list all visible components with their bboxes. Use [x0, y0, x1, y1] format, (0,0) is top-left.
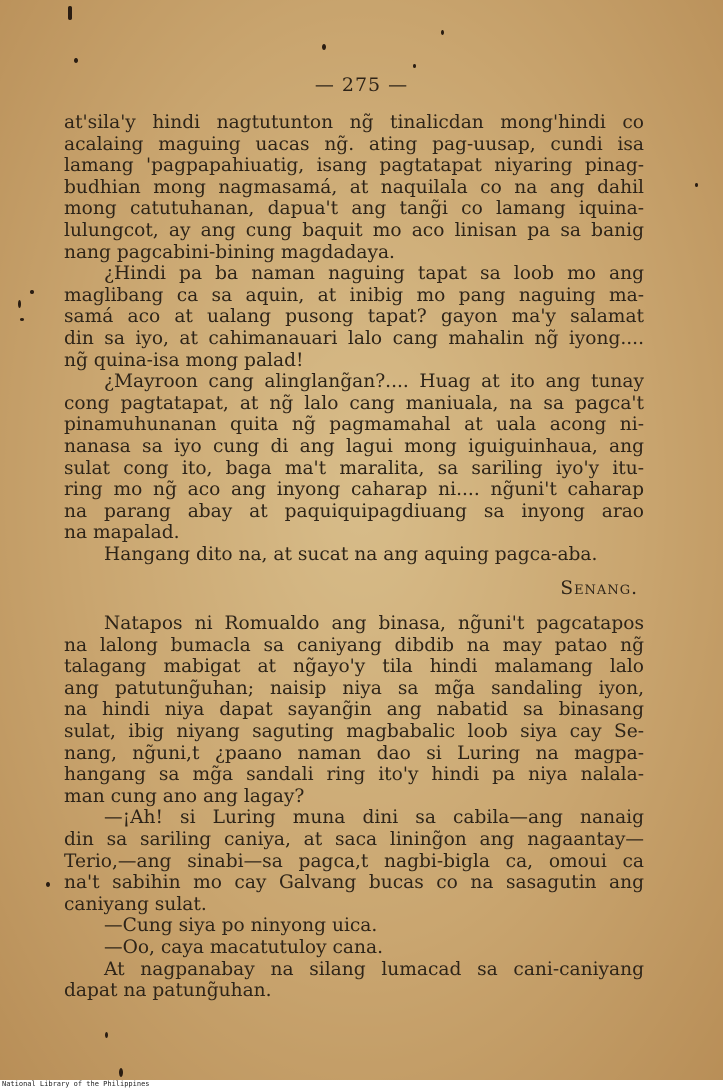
paragraph — [64, 807, 644, 915]
text-line: samá aco at ualang pusong tapat? gayon ma'y salamat — [64, 306, 644, 328]
text-line: hangang sa mg̃a sandali ring ito'y hindi pa niya nalala- — [64, 764, 644, 786]
text-line: lamang 'pagpapahiuatig, isang pagtatapat niyaring pinag- — [64, 155, 644, 177]
letter-signature: Senang. — [560, 578, 638, 600]
text-line: din sa sariling caniya, at saca lining̃on ang nagaantay— — [64, 829, 644, 850]
text-line: na parang abay at paquiquipagdiuang sa inyong arao — [64, 500, 644, 522]
text-line: budhian mong nagmasamá, at naquilala co na ang dahil — [64, 176, 644, 198]
ink-speck — [119, 1068, 123, 1077]
letter-paragraph — [64, 112, 644, 263]
text-line: ¿Hindi pa ba naman naguing tapat sa loob mo ang — [104, 263, 644, 285]
paragraph — [64, 613, 644, 807]
text-line: nang, ng̃uni,t ¿paano naman dao si Luring na magpa- — [64, 742, 644, 764]
paragraph — [64, 937, 644, 959]
text-line: ¿Mayroon cang alinglang̃an?.... Huag at ito ang tunay — [104, 371, 644, 393]
paragraph — [64, 544, 644, 566]
page-number: — 275 — — [314, 74, 409, 96]
text-line: na mapalad. — [64, 522, 180, 544]
ink-speck — [441, 30, 444, 35]
text-line: —Oo, caya macatutuloy cana. — [104, 936, 383, 958]
text-line: Hangang dito na, at sucat na ang aquing pagca-aba. — [104, 543, 598, 565]
text-line: din sa iyo, at cahimanauari lalo cang mahalin ng̃ iyong.... — [64, 327, 644, 349]
text-line: At nagpanabay na silang lumacad sa cani-caniyang — [104, 958, 644, 980]
text-line: pinamuhunanan quita ng̃ pagmamahal at uala acong ni- — [64, 414, 644, 436]
text-line: ng̃ quina-isa mong palad! — [64, 349, 304, 371]
text-line: sulat cong ito, baga ma't maralita, sa sariling iyo'y itu- — [64, 457, 644, 479]
text-line: Terio,—ang sinabi—sa pagca,t nagbi-bigla ca, omoui ca — [64, 850, 644, 872]
page-text — [64, 112, 644, 1002]
text-line: talagang mabigat at ng̃ayo'y tila hindi malamang lalo — [64, 656, 644, 678]
paragraph — [64, 959, 644, 1002]
text-line: caniyang sulat. — [64, 893, 207, 915]
text-line: ang patutung̃uhan; naisip niya sa mg̃a sandaling iyon, — [64, 677, 644, 699]
text-line: —Cung siya po ninyong uica. — [104, 915, 378, 937]
ink-speck — [105, 1032, 108, 1038]
text-line: na lalong bumacla sa caniyang dibdib na may patao ng̃ — [64, 634, 644, 656]
text-line: nang pagcabini-bining magdadaya. — [64, 241, 395, 263]
text-line: —¡Ah! si Luring muna dini sa cabila—ang nanaig — [104, 807, 644, 829]
paragraph — [64, 263, 644, 371]
text-line: na't sabihin mo cay Galvang bucas co na sasagutin ang — [64, 872, 644, 894]
ink-speck — [413, 64, 416, 68]
text-line: na hindi niya dapat sayang̃in ang nabatid sa binasang — [64, 699, 644, 721]
ink-speck — [695, 183, 698, 187]
text-line: maglibang ca sa aquin, at inibig mo pang naguing ma- — [64, 284, 644, 306]
text-line: dapat na patung̃uhan. — [64, 980, 272, 1002]
ink-speck — [68, 6, 72, 20]
text-line: ring mo ng̃ aco ang inyong caharap ni.... ng̃uni't caharap — [64, 479, 644, 501]
text-line: at'sila'y hindi nagtutunton ng̃ tinalicdan mong'hindi co — [64, 112, 644, 133]
ink-speck — [18, 300, 21, 308]
text-line: man cung ano ang lagay? — [64, 785, 305, 807]
text-line: mong catutuhanan, dapua't ang tang̃i co lamang iquina- — [64, 198, 644, 220]
library-footer: National Library of the Philippines — [0, 1080, 723, 1088]
ink-speck — [46, 882, 50, 887]
ink-speck — [30, 290, 34, 294]
paragraph — [64, 915, 644, 937]
ink-speck — [20, 318, 24, 321]
text-line: cong pagtatapat, at ng̃ lalo cang maniuala, na sa pagca't — [64, 392, 644, 414]
text-line: Natapos ni Romualdo ang binasa, ng̃uni't pagcatapos — [104, 613, 644, 635]
ink-speck — [74, 58, 78, 63]
paragraph — [64, 371, 644, 544]
text-line: sulat, ibig niyang saguting magbabalic loob siya cay Se- — [64, 721, 644, 743]
text-line: acalaing maguing uacas ng̃. ating pag-uusap, cundi isa — [64, 133, 644, 155]
text-line: lulungcot, ay ang cung baquit mo aco linisan pa sa banig — [64, 219, 644, 241]
text-line: nanasa sa iyo cung di ang lagui mong iguiguinhaua, ang — [64, 435, 644, 457]
ink-speck — [322, 44, 326, 50]
